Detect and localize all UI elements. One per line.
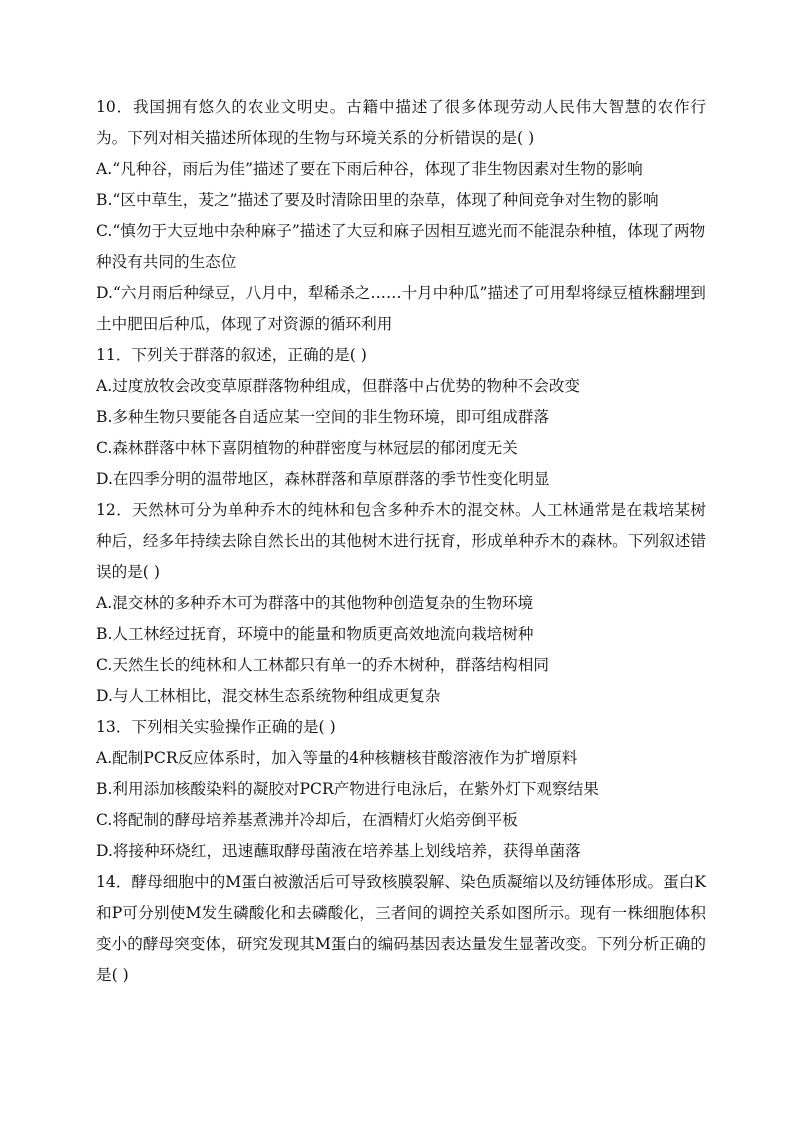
- option-d: D.与人工林相比，混交林生态系统物种组成更复杂: [96, 687, 441, 705]
- question-stem: 13．下列相关实验操作正确的是( ): [96, 718, 336, 736]
- option-d: D.将接种环烧红，迅速蘸取酵母菌液在培养基上划线培养，获得单菌落: [96, 842, 581, 860]
- option-a: A.配制PCR反应体系时，加入等量的4种核糖核苷酸溶液作为扩增原料: [96, 749, 578, 767]
- question-13: [96, 712, 706, 867]
- option-d: D.“六月雨后种绿豆，八月中，犁稀杀之……十月中种瓜”描述了可用犁将绿豆植株翻埋到土中肥田后种瓜，体现了对资源的循环利用: [96, 284, 706, 333]
- question-stem: 14．酵母细胞中的M蛋白被激活后可导致核膜裂解、染色质凝缩以及纺锤体形成。蛋白K和P可分别使M发生磷酸化和去磷酸化，三者间的调控关系如图所示。现有一株细胞体积变小的酵母突变体，研究发现其M蛋白的编码基因表达量发生显著改变。下列分析正确的是( ): [96, 873, 706, 984]
- option-b: B.人工林经过抚育，环境中的能量和物质更高效地流向栽培树种: [96, 625, 534, 643]
- option-a: A.过度放牧会改变草原群落物种组成，但群落中占优势的物种不会改变: [96, 377, 581, 395]
- option-a: A.“凡种谷，雨后为佳”描述了要在下雨后种谷，体现了非生物因素对生物的影响: [96, 160, 643, 178]
- option-b: B.利用添加核酸染料的凝胶对PCR产物进行电泳后，在紫外灯下观察结果: [96, 780, 599, 798]
- question-10: [96, 92, 706, 340]
- option-c: C.森林群落中林下喜阴植物的种群密度与林冠层的郁闭度无关: [96, 439, 518, 457]
- option-d: D.在四季分明的温带地区，森林群落和草原群落的季节性变化明显: [96, 470, 550, 488]
- question-stem: 10．我国拥有悠久的农业文明史。古籍中描述了很多体现劳动人民伟大智慧的农作行为。下列对相关描述所体现的生物与环境关系的分析错误的是( ): [96, 98, 706, 147]
- option-b: B.“区中草生，茇之”描述了要及时清除田里的杂草，体现了种间竞争对生物的影响: [96, 191, 659, 209]
- option-c: C.将配制的酵母培养基煮沸并冷却后，在酒精灯火焰旁倒平板: [96, 811, 518, 829]
- question-stem: 11．下列关于群落的叙述，正确的是( ): [96, 346, 367, 364]
- option-c: C.“慎勿于大豆地中杂种麻子”描述了大豆和麻子因相互遮光而不能混杂种植，体现了两物种没有共同的生态位: [96, 222, 706, 271]
- question-11: [96, 340, 706, 495]
- question-list: [96, 92, 706, 991]
- question-12: [96, 495, 706, 712]
- question-14: [96, 867, 706, 991]
- option-b: B.多种生物只要能各自适应某一空间的非生物环境，即可组成群落: [96, 408, 550, 426]
- option-c: C.天然生长的纯林和人工林都只有单一的乔木树种，群落结构相同: [96, 656, 549, 674]
- option-a: A.混交林的多种乔木可为群落中的其他物种创造复杂的生物环境: [96, 594, 534, 612]
- question-stem: 12．天然林可分为单种乔木的纯林和包含多种乔木的混交林。人工林通常是在栽培某树种后，经多年持续去除自然长出的其他树木进行抚育，形成单种乔木的森林。下列叙述错误的是( ): [96, 501, 706, 581]
